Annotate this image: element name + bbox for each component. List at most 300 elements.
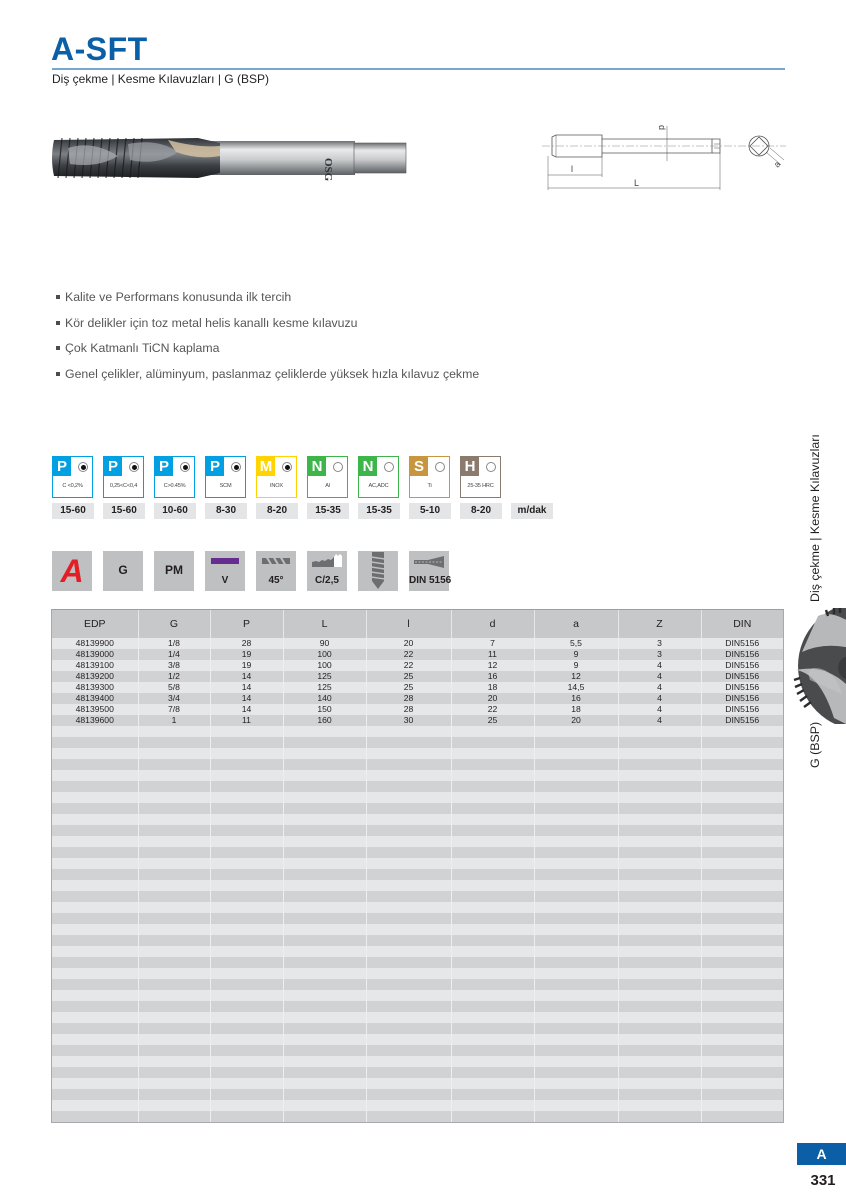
table-cell: [52, 803, 138, 814]
table-cell: [138, 979, 210, 990]
table-cell: [366, 825, 451, 836]
table-cell: 160: [283, 715, 366, 726]
table-cell: [52, 946, 138, 957]
table-cell: [701, 836, 783, 847]
spec-label: 45°: [268, 575, 284, 586]
table-cell: 30: [366, 715, 451, 726]
table-cell: [451, 825, 534, 836]
table-cell: [451, 1078, 534, 1089]
spec-label: PM: [165, 563, 183, 577]
table-cell: [618, 1056, 701, 1067]
empty-table-row: [52, 979, 783, 990]
material-group-letter: N: [308, 457, 326, 476]
table-cell: [451, 759, 534, 770]
table-cell: [366, 1001, 451, 1012]
table-cell: [52, 726, 138, 737]
column-header-g: G: [138, 610, 210, 638]
table-cell: [618, 946, 701, 957]
L-label: L: [634, 178, 640, 188]
table-cell: [210, 1045, 283, 1056]
table-cell: [210, 913, 283, 924]
table-cell: 14: [210, 704, 283, 715]
empty-table-row: [52, 726, 783, 737]
table-cell: [534, 946, 618, 957]
table-cell: [283, 1023, 366, 1034]
cutting-speed: 8-20: [256, 503, 298, 519]
table-cell: [451, 880, 534, 891]
table-cell: [283, 1034, 366, 1045]
table-cell: [451, 814, 534, 825]
table-cell: [283, 858, 366, 869]
table-cell: [138, 968, 210, 979]
feature-list: [55, 288, 479, 391]
table-cell: [451, 803, 534, 814]
table-cell: [451, 748, 534, 759]
table-cell: [138, 1111, 210, 1122]
table-cell: [618, 770, 701, 781]
table-cell: [138, 1001, 210, 1012]
table-cell: [618, 979, 701, 990]
empty-table-row: [52, 770, 783, 781]
table-cell: [366, 924, 451, 935]
table-cell: [701, 1078, 783, 1089]
table-cell: [451, 726, 534, 737]
empty-table-row: [52, 825, 783, 836]
table-cell: [283, 748, 366, 759]
table-cell: [618, 1111, 701, 1122]
table-cell: [210, 748, 283, 759]
table-cell: [210, 858, 283, 869]
material-label: AC,ADC: [368, 483, 389, 489]
table-cell: [701, 913, 783, 924]
table-cell: [52, 1023, 138, 1034]
table-cell: [283, 979, 366, 990]
material-label: 0,25<C<0,4: [109, 483, 138, 489]
table-cell: [701, 726, 783, 737]
cutting-speed: 15-35: [358, 503, 400, 519]
table-cell: 48139600: [52, 715, 138, 726]
empty-table-row: [52, 924, 783, 935]
empty-table-row: [52, 803, 783, 814]
column-header-edp: EDP: [52, 610, 138, 638]
table-cell: [283, 913, 366, 924]
table-cell: 48139400: [52, 693, 138, 704]
empty-table-row: [52, 1056, 783, 1067]
table-cell: [701, 990, 783, 1001]
table-cell: [283, 1100, 366, 1111]
table-cell: [534, 1111, 618, 1122]
table-cell: [534, 924, 618, 935]
table-cell: [534, 1001, 618, 1012]
page-number: 331: [810, 1172, 836, 1189]
table-cell: DIN5156: [701, 715, 783, 726]
table-cell: 25: [366, 671, 451, 682]
table-cell: 11: [210, 715, 283, 726]
table-cell: [283, 737, 366, 748]
table-cell: [210, 1012, 283, 1023]
table-cell: 20: [451, 693, 534, 704]
table-cell: [138, 880, 210, 891]
speed-unit: m/dak: [511, 503, 553, 519]
title-divider: [52, 68, 785, 70]
table-cell: 18: [451, 682, 534, 693]
table-cell: [283, 957, 366, 968]
table-cell: [52, 1045, 138, 1056]
table-cell: [451, 781, 534, 792]
table-cell: [138, 869, 210, 880]
empty-table-row: [52, 1089, 783, 1100]
cutting-speed: 5-10: [409, 503, 451, 519]
table-cell: [366, 770, 451, 781]
spec-label: DIN 5156: [409, 575, 452, 586]
table-cell: 1: [138, 715, 210, 726]
table-cell: [534, 1023, 618, 1034]
table-cell: [52, 880, 138, 891]
table-cell: 3/4: [138, 693, 210, 704]
table-cell: [366, 737, 451, 748]
table-cell: [451, 957, 534, 968]
table-cell: [618, 825, 701, 836]
table-cell: [451, 990, 534, 1001]
table-cell: 3: [618, 649, 701, 660]
table-cell: 9: [534, 649, 618, 660]
empty-table-row: [52, 1034, 783, 1045]
table-cell: [52, 847, 138, 858]
table-cell: [138, 1089, 210, 1100]
table-cell: [210, 726, 283, 737]
table-cell: [701, 748, 783, 759]
table-cell: [701, 1056, 783, 1067]
table-cell: [366, 880, 451, 891]
table-cell: [618, 935, 701, 946]
table-cell: [451, 935, 534, 946]
table-cell: [618, 968, 701, 979]
table-cell: [283, 781, 366, 792]
feature-text: Çok Katmanlı TiCN kaplama: [65, 341, 220, 356]
table-cell: [210, 1034, 283, 1045]
table-cell: [138, 902, 210, 913]
column-header-d: d: [451, 610, 534, 638]
table-cell: [52, 1034, 138, 1045]
product-table: [51, 609, 784, 1123]
table-cell: [701, 957, 783, 968]
table-cell: [618, 1023, 701, 1034]
table-cell: [618, 781, 701, 792]
table-cell: [534, 1078, 618, 1089]
table-cell: [366, 957, 451, 968]
table-cell: [618, 814, 701, 825]
table-cell: 4: [618, 660, 701, 671]
table-cell: [618, 726, 701, 737]
table-cell: [366, 1089, 451, 1100]
table-cell: DIN5156: [701, 704, 783, 715]
table-cell: [618, 869, 701, 880]
table-cell: [701, 1100, 783, 1111]
empty-table-row: [52, 957, 783, 968]
table-cell: [534, 1034, 618, 1045]
table-cell: [210, 1078, 283, 1089]
table-cell: [210, 968, 283, 979]
table-cell: [210, 803, 283, 814]
table-cell: [534, 990, 618, 1001]
table-cell: [283, 847, 366, 858]
table-cell: 48139500: [52, 704, 138, 715]
empty-table-row: [52, 880, 783, 891]
table-cell: [138, 803, 210, 814]
cutting-speed: 10-60: [154, 503, 196, 519]
table-cell: [366, 803, 451, 814]
coating-v-icon: [205, 551, 245, 591]
table-cell: [701, 759, 783, 770]
table-cell: 18: [534, 704, 618, 715]
table-cell: [283, 803, 366, 814]
table-cell: [366, 748, 451, 759]
table-cell: [451, 968, 534, 979]
table-cell: [534, 858, 618, 869]
material-card: [307, 456, 348, 498]
feature-item: [55, 339, 479, 365]
table-cell: 5/8: [138, 682, 210, 693]
table-cell: [366, 902, 451, 913]
table-cell: [366, 1045, 451, 1056]
feature-item: [55, 314, 479, 340]
table-cell: [534, 880, 618, 891]
table-cell: 9: [534, 660, 618, 671]
table-row: [52, 671, 783, 682]
empty-table-row: [52, 1023, 783, 1034]
table-cell: [701, 792, 783, 803]
table-cell: [701, 1111, 783, 1122]
empty-table-row: [52, 1100, 783, 1111]
table-cell: [451, 1034, 534, 1045]
table-cell: [210, 770, 283, 781]
table-cell: [534, 781, 618, 792]
table-cell: [138, 770, 210, 781]
cutting-speed: 15-60: [52, 503, 94, 519]
table-cell: [210, 902, 283, 913]
table-cell: [366, 1078, 451, 1089]
table-cell: [210, 737, 283, 748]
table-cell: [618, 759, 701, 770]
table-cell: [366, 968, 451, 979]
table-cell: [52, 1012, 138, 1023]
table-cell: [534, 935, 618, 946]
table-cell: 20: [534, 715, 618, 726]
table-cell: [618, 1012, 701, 1023]
table-cell: [451, 792, 534, 803]
material-card: [52, 456, 93, 498]
material-label: Al: [325, 483, 330, 489]
table-cell: [283, 1045, 366, 1056]
table-cell: [701, 825, 783, 836]
tap-tool-image: [48, 126, 410, 188]
table-cell: [138, 1012, 210, 1023]
table-cell: [210, 869, 283, 880]
table-cell: [534, 1045, 618, 1056]
table-cell: [701, 1089, 783, 1100]
table-cell: 100: [283, 649, 366, 660]
suitable-circle-icon: [333, 462, 343, 472]
table-cell: [451, 946, 534, 957]
table-cell: [618, 1067, 701, 1078]
table-cell: [701, 979, 783, 990]
table-cell: [366, 1067, 451, 1078]
table-cell: [283, 1078, 366, 1089]
table-cell: [138, 759, 210, 770]
table-cell: 1/4: [138, 649, 210, 660]
table-cell: 22: [366, 660, 451, 671]
empty-table-row: [52, 946, 783, 957]
table-cell: [701, 1012, 783, 1023]
table-cell: [52, 924, 138, 935]
empty-table-row: [52, 836, 783, 847]
table-cell: [534, 913, 618, 924]
table-cell: [701, 737, 783, 748]
table-cell: [283, 825, 366, 836]
cutting-speed: 15-35: [307, 503, 349, 519]
table-cell: [210, 946, 283, 957]
table-cell: [701, 803, 783, 814]
table-cell: [283, 1001, 366, 1012]
feature-text: Kör delikler için toz metal helis kanallı kesme kılavuzu: [65, 315, 358, 330]
table-cell: [210, 880, 283, 891]
empty-table-row: [52, 792, 783, 803]
recommended-dot-icon: [231, 462, 241, 472]
table-cell: [366, 847, 451, 858]
empty-table-row: [52, 902, 783, 913]
table-cell: 4: [618, 671, 701, 682]
table-cell: [618, 792, 701, 803]
cutting-speed: 8-20: [460, 503, 502, 519]
table-cell: [451, 847, 534, 858]
spec-label: V: [221, 575, 229, 586]
empty-table-row: [52, 1001, 783, 1012]
material-group-letter: P: [53, 457, 71, 476]
table-cell: [366, 869, 451, 880]
table-cell: [210, 759, 283, 770]
table-cell: [451, 913, 534, 924]
table-cell: [701, 1067, 783, 1078]
table-cell: [52, 891, 138, 902]
table-cell: [283, 869, 366, 880]
table-cell: [283, 770, 366, 781]
table-cell: [52, 913, 138, 924]
feature-text: Kalite ve Performans konusunda ilk tercih: [65, 290, 292, 304]
table-cell: [701, 946, 783, 957]
table-cell: [138, 990, 210, 1001]
table-cell: [534, 957, 618, 968]
table-cell: [534, 825, 618, 836]
table-cell: DIN5156: [701, 682, 783, 693]
table-cell: 19: [210, 660, 283, 671]
table-cell: [52, 1001, 138, 1012]
table-cell: [210, 957, 283, 968]
table-cell: 16: [451, 671, 534, 682]
table-cell: [52, 792, 138, 803]
table-cell: [451, 979, 534, 990]
table-cell: DIN5156: [701, 693, 783, 704]
table-cell: [283, 990, 366, 1001]
table-cell: [701, 1045, 783, 1056]
table-cell: [534, 1067, 618, 1078]
table-cell: 4: [618, 693, 701, 704]
table-cell: [618, 803, 701, 814]
empty-table-row: [52, 847, 783, 858]
material-group-letter: H: [461, 457, 479, 476]
section-tab[interactable]: A: [797, 1143, 846, 1165]
table-cell: [534, 748, 618, 759]
table-cell: [52, 957, 138, 968]
table-cell: [366, 979, 451, 990]
recommended-dot-icon: [129, 462, 139, 472]
suitable-circle-icon: [486, 462, 496, 472]
table-cell: [283, 759, 366, 770]
table-cell: [52, 902, 138, 913]
table-cell: [283, 968, 366, 979]
table-cell: [52, 1100, 138, 1111]
table-cell: [701, 869, 783, 880]
spec-label: G: [118, 563, 128, 577]
material-label: C <0,2%: [62, 483, 83, 489]
table-cell: [451, 1001, 534, 1012]
material-card: [358, 456, 399, 498]
l-label: l: [571, 164, 573, 174]
table-cell: [138, 957, 210, 968]
table-cell: [138, 924, 210, 935]
material-label: 25-35 HRC: [467, 483, 494, 489]
empty-table-row: [52, 1012, 783, 1023]
table-cell: [534, 726, 618, 737]
table-cell: [210, 891, 283, 902]
table-cell: [534, 891, 618, 902]
table-cell: 22: [366, 649, 451, 660]
table-cell: [366, 814, 451, 825]
table-cell: [618, 957, 701, 968]
table-cell: 150: [283, 704, 366, 715]
table-cell: 14,5: [534, 682, 618, 693]
table-cell: [210, 990, 283, 1001]
table-cell: [618, 748, 701, 759]
table-cell: [618, 924, 701, 935]
table-cell: [210, 1111, 283, 1122]
table-cell: [283, 1056, 366, 1067]
table-cell: 1/8: [138, 638, 210, 649]
table-cell: [451, 1056, 534, 1067]
table-cell: [451, 1045, 534, 1056]
table-row: [52, 638, 783, 649]
table-cell: [138, 858, 210, 869]
table-cell: [52, 836, 138, 847]
cutting-speed: 15-60: [103, 503, 145, 519]
material-label: Ti: [427, 483, 432, 489]
table-cell: 3: [618, 638, 701, 649]
table-cell: 12: [451, 660, 534, 671]
chamfer-icon: [307, 551, 347, 591]
table-cell: [210, 924, 283, 935]
tap-shape-icon: [358, 551, 398, 591]
table-cell: [210, 1100, 283, 1111]
table-cell: [618, 891, 701, 902]
bullet-square-icon: [56, 295, 60, 299]
table-cell: 125: [283, 682, 366, 693]
table-cell: [138, 1045, 210, 1056]
table-cell: [366, 1111, 451, 1122]
d-label: d: [657, 125, 667, 131]
a-label: a: [771, 159, 783, 170]
table-cell: [618, 1100, 701, 1111]
recommended-dot-icon: [180, 462, 190, 472]
feature-text: Genel çelikler, alüminyum, paslanmaz çeliklerde yüksek hızla kılavuz çekme: [65, 367, 480, 382]
